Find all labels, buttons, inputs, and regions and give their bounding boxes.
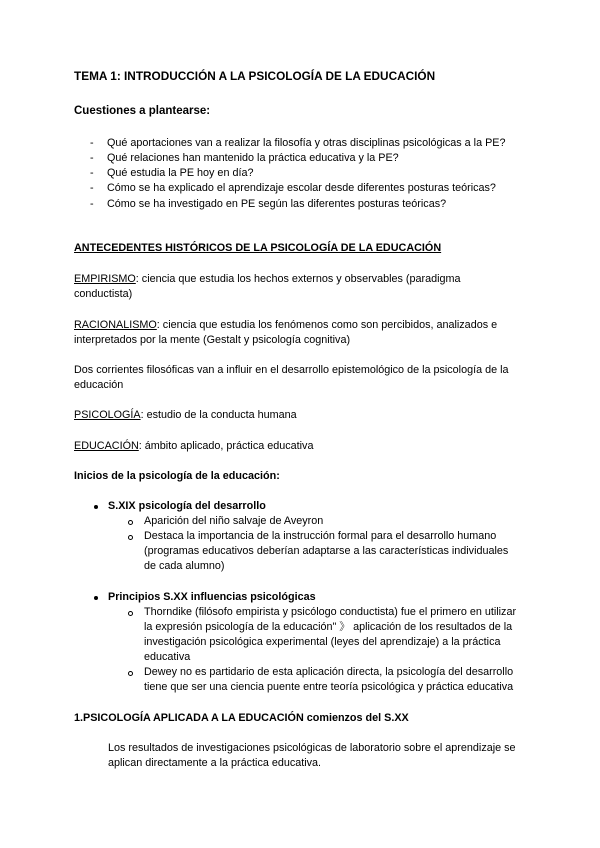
psicologia-line (74, 408, 297, 423)
racionalismo-line (74, 318, 497, 333)
racionalismo-definition: : ciencia que estudia los fenómenos como son percibidos, analizados e (156, 319, 498, 331)
dash-bullet: - (90, 182, 94, 194)
question-item: Qué estudia la PE hoy en día? (107, 167, 254, 179)
section1-para-line1: Los resultados de investigaciones psicológicas de laboratorio sobre el aprendizaje se (108, 742, 516, 754)
sxx-sub2-line2: tiene que ser una ciencia puente entre teoría psicológica y práctica educativa (144, 681, 514, 693)
sxx-sub1-line4: educativa (144, 651, 191, 663)
antecedentes-heading: ANTECEDENTES HISTÓRICOS DE LA PSICOLOGÍA DE LA EDUCACIÓN (74, 242, 442, 254)
psicologia-term: PSICOLOGÍA (74, 409, 141, 421)
question-item: Cómo se ha investigado en PE según las diferentes posturas teóricas? (107, 198, 447, 210)
questions-heading: Cuestiones a plantearse: (74, 105, 211, 117)
dash-bullet: - (90, 152, 94, 164)
sxx-sub2-line1: Dewey no es partidario de esta aplicación directa, la psicología del desarrollo (144, 666, 514, 678)
question-item: Qué aportaciones van a realizar la filosofía y otras disciplinas psicológicas a la PE? (107, 137, 506, 149)
educacion-line (74, 439, 313, 454)
empirismo-line2: conductista) (74, 288, 133, 300)
sxix-sub2-line2: (programas educativos deberían adaptarse a las características individuales (144, 545, 509, 557)
educacion-term: EDUCACIÓN (74, 440, 139, 452)
empirismo-line (74, 272, 461, 287)
question-item: Cómo se ha explicado el aprendizaje escolar desde diferentes posturas teóricas? (107, 182, 496, 194)
sxix-title: S.XIX psicología del desarrollo (108, 500, 266, 512)
page-title: TEMA 1: INTRODUCCIÓN A LA PSICOLOGÍA DE LA EDUCACIÓN (74, 69, 436, 83)
psicologia-definition: : estudio de la conducta humana (140, 409, 297, 421)
corrientes-line2: educación (74, 379, 124, 391)
racionalismo-term: RACIONALISMO (74, 319, 157, 331)
empirismo-term: EMPIRISMO (74, 273, 136, 285)
sxx-sub1-line3: investigación psicológica experimental (leyes del aprendizaje) a la práctica (144, 636, 501, 648)
bullet-circle (128, 671, 133, 676)
sxix-sub1: Aparición del niño salvaje de Aveyron (144, 515, 324, 527)
bullet-circle (128, 535, 133, 540)
dash-bullet: - (90, 167, 94, 179)
inicios-heading: Inicios de la psicología de la educación: (74, 470, 280, 482)
empirismo-definition: : ciencia que estudia los hechos externos y observables (paradigma (135, 273, 461, 285)
educacion-definition: : ámbito aplicado, práctica educativa (138, 440, 314, 452)
sxx-sub1-line2: la expresión psicología de la educación" 》 aplicación de los resultados de la (144, 621, 513, 633)
sxx-title: Principios S.XX influencias psicológicas (108, 591, 316, 603)
dash-bullet: - (90, 198, 94, 210)
sxix-sub2-line1: Destaca la importancia de la instrucción formal para el desarrollo humano (144, 530, 497, 542)
sxx-sub1-line1: Thorndike (filósofo empirista y psicólogo conductista) fue el primero en utilizar (144, 606, 517, 618)
bullet-circle (128, 611, 133, 616)
bullet-circle (128, 520, 133, 525)
corrientes-line1: Dos corrientes filosóficas van a influir en el desarrollo epistemológico de la psicología de la (74, 364, 509, 376)
bullet-dot (94, 505, 98, 509)
dash-bullet: - (90, 137, 94, 149)
section1-para-line2: aplican directamente a la práctica educativa. (108, 757, 322, 769)
question-item: Qué relaciones han mantenido la práctica educativa y la PE? (107, 152, 399, 164)
bullet-dot (94, 596, 98, 600)
racionalismo-line2: interpretados por la mente (Gestalt y psicología cognitiva) (74, 334, 351, 346)
section1-heading: 1.PSICOLOGÍA APLICADA A LA EDUCACIÓN comienzos del S.XX (74, 712, 409, 724)
sxix-sub2-line3: de cada alumno) (144, 560, 225, 572)
